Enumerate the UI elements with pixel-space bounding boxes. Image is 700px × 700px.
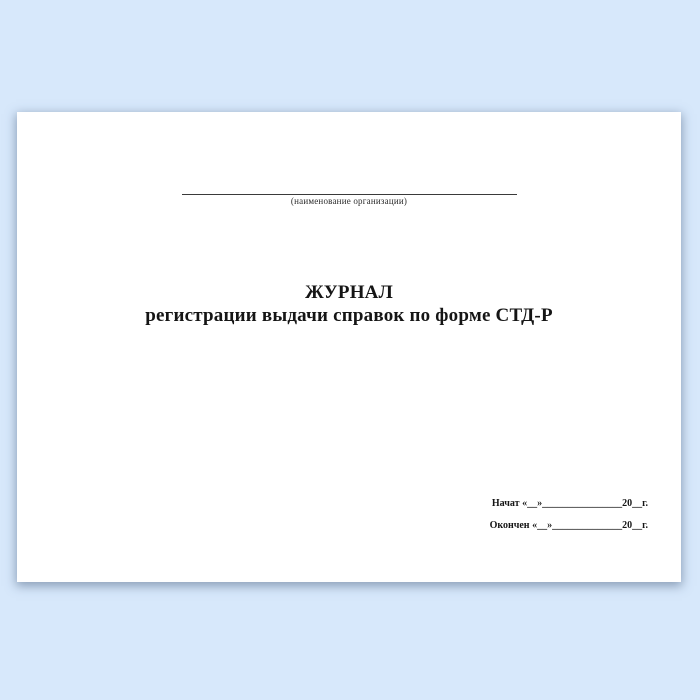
journal-cover-page bbox=[17, 112, 681, 582]
journal-dates-block bbox=[490, 493, 648, 537]
finished-date-line: Окончен «__»______________20__г. bbox=[489, 520, 648, 531]
document-title-line2: регистрации выдачи справок по форме СТД-Р bbox=[145, 305, 553, 326]
document-title bbox=[17, 281, 681, 327]
organization-name-caption: (наименование организации) bbox=[290, 196, 408, 206]
organization-name-block bbox=[17, 194, 681, 206]
started-date-line: Начат «__»________________20__г. bbox=[491, 498, 648, 509]
organization-name-blank-line bbox=[182, 194, 517, 195]
document-title-line1: ЖУРНАЛ bbox=[305, 282, 393, 303]
